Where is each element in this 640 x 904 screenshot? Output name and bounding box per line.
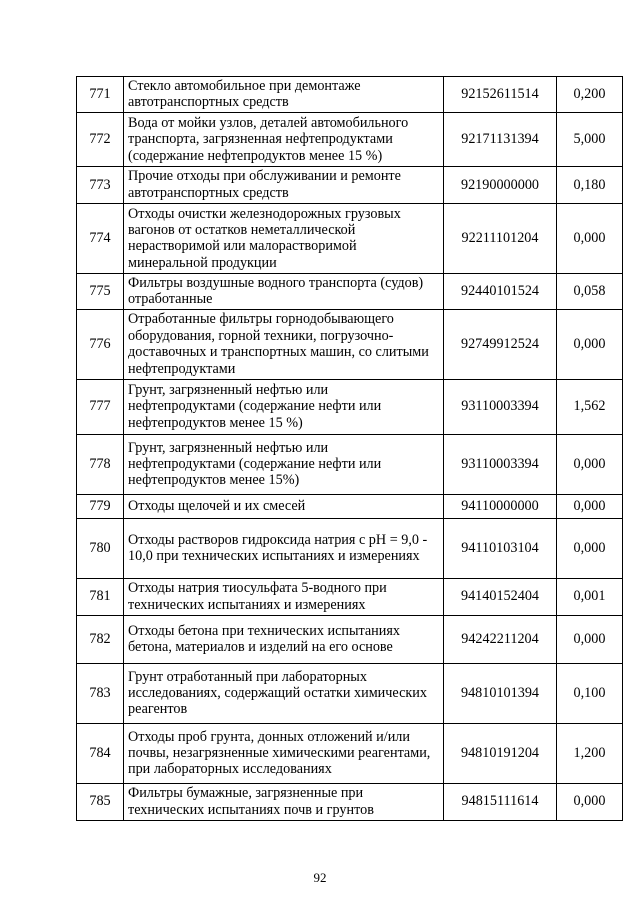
waste-name: Грунт отработанный при лабораторных исследованиях, содержащий остатки химических реагентов [124,663,444,723]
table-row [77,783,623,820]
quantity: 0,000 [557,783,623,820]
fkko-code: 94110000000 [444,494,557,518]
waste-name: Отходы очистки железнодорожных грузовых вагонов от остатков неметаллической нерастворимой или малорастворимой минеральной продукции [124,203,444,273]
row-number: 780 [77,518,124,578]
row-number: 778 [77,434,124,494]
row-number: 777 [77,379,124,434]
quantity: 0,058 [557,273,623,309]
quantity: 0,001 [557,578,623,615]
row-number: 783 [77,663,124,723]
row-number: 773 [77,166,124,203]
row-number: 771 [77,77,124,113]
waste-name: Вода от мойки узлов, деталей автомобильного транспорта, загрязненная нефтепродуктами (содержание нефтепродуктов менее 15 %) [124,112,444,166]
fkko-code: 92749912524 [444,309,557,379]
table-row [77,615,623,663]
quantity: 1,200 [557,723,623,783]
table-row [77,663,623,723]
table-row [77,77,623,113]
fkko-code: 92211101204 [444,203,557,273]
row-number: 782 [77,615,124,663]
quantity: 0,000 [557,309,623,379]
table-row [77,723,623,783]
table-row [77,112,623,166]
table-row [77,434,623,494]
table-row [77,203,623,273]
quantity: 0,200 [557,77,623,113]
waste-name: Отходы проб грунта, донных отложений и/или почвы, незагрязненные химическими реагентами, при лабораторных исследованиях [124,723,444,783]
waste-name: Отходы щелочей и их смесей [124,494,444,518]
quantity: 0,000 [557,434,623,494]
table-row [77,518,623,578]
fkko-code: 92152611514 [444,77,557,113]
fkko-code: 92171131394 [444,112,557,166]
waste-name: Стекло автомобильное при демонтаже автотранспортных средств [124,77,444,113]
table-row [77,309,623,379]
row-number: 781 [77,578,124,615]
quantity: 5,000 [557,112,623,166]
table-row [77,379,623,434]
quantity: 0,000 [557,494,623,518]
table-row [77,494,623,518]
fkko-code: 92440101524 [444,273,557,309]
quantity: 0,000 [557,615,623,663]
waste-name: Грунт, загрязненный нефтью или нефтепродуктами (содержание нефти или нефтепродуктов менее 15%) [124,434,444,494]
fkko-code: 94242211204 [444,615,557,663]
fkko-code: 94140152404 [444,578,557,615]
row-number: 774 [77,203,124,273]
fkko-code: 93110003394 [444,434,557,494]
row-number: 785 [77,783,124,820]
quantity: 1,562 [557,379,623,434]
quantity: 0,000 [557,518,623,578]
quantity: 0,000 [557,203,623,273]
table-row [77,578,623,615]
quantity: 0,180 [557,166,623,203]
fkko-code: 94810101394 [444,663,557,723]
row-number: 784 [77,723,124,783]
waste-name: Отработанные фильтры горнодобывающего оборудования, горной техники, погрузочно-доставочных и транспортных машин, со слитыми нефтепродуктами [124,309,444,379]
fkko-code: 92190000000 [444,166,557,203]
waste-name: Фильтры воздушные водного транспорта (судов) отработанные [124,273,444,309]
row-number: 779 [77,494,124,518]
waste-name: Отходы натрия тиосульфата 5-водного при технических испытаниях и измерениях [124,578,444,615]
fkko-code: 93110003394 [444,379,557,434]
fkko-code: 94110103104 [444,518,557,578]
waste-name: Фильтры бумажные, загрязненные при технических испытаниях почв и грунтов [124,783,444,820]
waste-name: Отходы бетона при технических испытаниях бетона, материалов и изделий на его основе [124,615,444,663]
fkko-code: 94810191204 [444,723,557,783]
row-number: 776 [77,309,124,379]
row-number: 775 [77,273,124,309]
page-number: 92 [313,870,327,885]
table-row [77,273,623,309]
waste-table [76,76,623,821]
waste-name: Отходы растворов гидроксида натрия с pH = 9,0 - 10,0 при технических испытаниях и измерениях [124,518,444,578]
fkko-code: 94815111614 [444,783,557,820]
waste-name: Грунт, загрязненный нефтью или нефтепродуктами (содержание нефти или нефтепродуктов менее 15 %) [124,379,444,434]
row-number: 772 [77,112,124,166]
quantity: 0,100 [557,663,623,723]
waste-name: Прочие отходы при обслуживании и ремонте автотранспортных средств [124,166,444,203]
table-row [77,166,623,203]
